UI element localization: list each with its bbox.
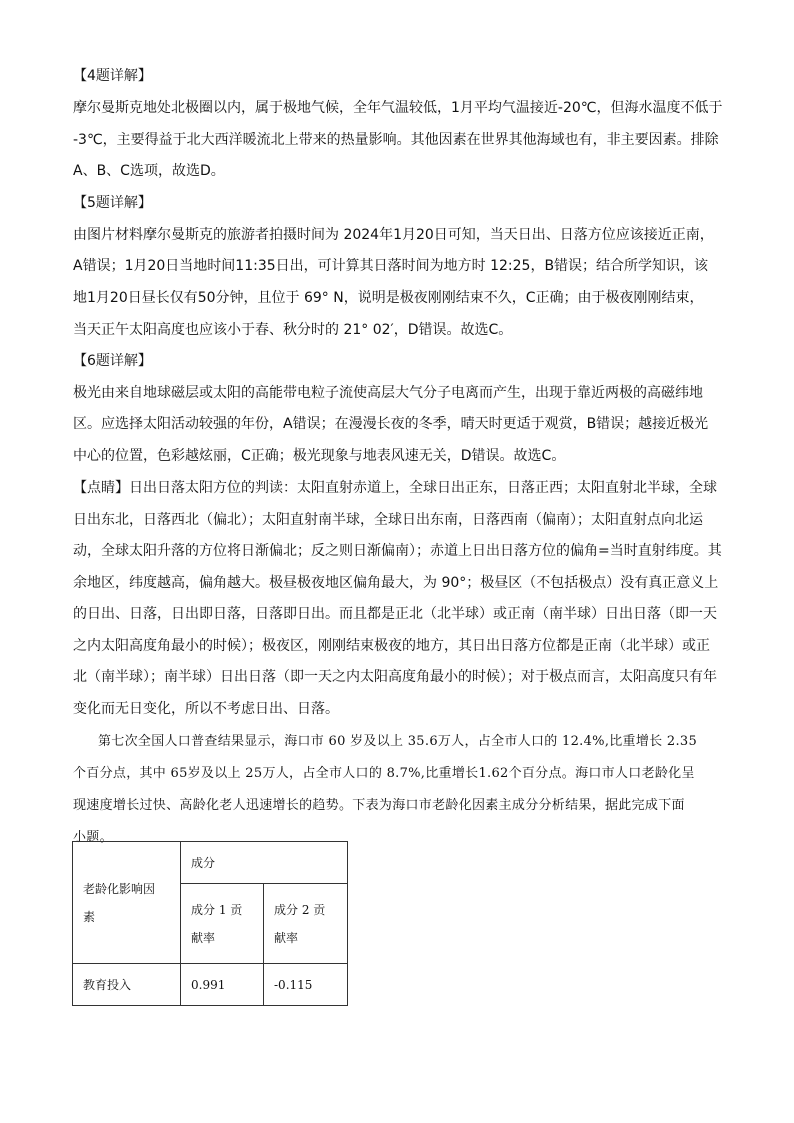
tip-line: 日出东北，日落西北（偏北）；太阳直射南半球，全球日出东南，日落西南（偏南）；太阳直射点向北运 [73,512,703,528]
passage-line: 个百分点，其中 65岁及以上 25万人，占全市人口的 8.7%,比重增长1.62个百分点。海口市人口老龄化呈 [73,766,695,781]
passage-line: 第七次全国人口普查结果显示，海口市 60 岁及以上 35.6万人，占全市人口的 12.4%,比重增长 2.35 [98,734,698,749]
col2-header-text: 成分 2 贡 [274,902,326,917]
factor-cell: 教育投入 [73,964,181,1006]
section-4-line: -3℃，主要得益于北大西洋暖流北上带来的热量影响。其他因素在世界其他海域也有，非主要因素。排除 [73,132,719,148]
tip-line: 动，全球太阳升落的方位将日渐偏北；反之则日渐偏南）；赤道上日出日落方位的偏角=当时直射纬度。其 [73,543,722,559]
col1-header-cell [181,884,264,964]
table-row [73,964,348,1006]
tip-line: 【点睛】日出日落太阳方位的判读：太阳直射赤道上，全球日出正东，日落正西；太阳直射北半球，全球 [73,480,717,496]
section-4-heading: 【4题详解】 [73,68,152,84]
factor-header-text: 老龄化影响因 [83,881,156,896]
col2-header-text: 献率 [274,930,299,945]
section-5-line: A错误；1月20日当地时间11:35日出，可计算其日落时间为地方时 12:25，B错误；结合所学知识，该 [73,258,709,274]
section-6-heading: 【6题详解】 [73,353,152,369]
section-6-line: 中心的位置，色彩越炫丽，C正确；极光现象与地表风速无关，D错误。故选C。 [73,448,566,464]
section-5-line: 地1月20日昼长仅有50分钟，且位于 69° N，说明是极夜刚刚结束不久，C正确；由于极夜刚刚结束， [73,290,704,306]
c1-cell: 0.991 [181,964,264,1006]
col2-header-cell [264,884,348,964]
section-4-line: A、B、C选项，故选D。 [73,163,225,179]
col1-header-text: 成分 1 贡 [191,902,243,917]
section-4-line: 摩尔曼斯克地处北极圈以内，属于极地气候，全年气温较低，1月平均气温接近-20℃，但海水温度不低于 [73,100,723,116]
col1-header-text: 献率 [191,930,216,945]
component-header-cell [181,842,348,884]
c2-cell: -0.115 [264,964,348,1006]
section-5-line: 当天正午太阳高度也应该小于春、秋分时的 21° 02′，D错误。故选C。 [73,322,513,338]
tip-line: 变化而无日变化，所以不考虑日出、日落。 [73,701,339,717]
section-5-line: 由图片材料摩尔曼斯克的旅游者拍摄时间为 2024年1月20日可知，当天日出、日落方位应该接近正南， [73,227,714,243]
aging-factor-table [72,841,348,1006]
passage-line: 小题。 [73,830,113,845]
factor-header-cell [73,842,181,964]
tip-line: 之内太阳高度角最小的时候）；极夜区，刚刚结束极夜的地方，其日出日落方位都是正南（北半球）或正 [73,638,710,654]
tip-line: 余地区，纬度越高，偏角越大。极昼极夜地区偏角最大，为 90°；极昼区（不包括极点）没有真正意义上 [73,575,719,591]
passage-line: 现速度增长过快、高龄化老人迅速增长的趋势。下表为海口市老龄化因素主成分分析结果，据此完成下面 [73,798,685,813]
section-6-line: 区。应选择太阳活动较强的年份，A错误；在漫漫长夜的冬季，晴天时更适于观赏，B错误；越接近极光 [73,416,709,432]
section-6-line: 极光由来自地球磁层或太阳的高能带电粒子流使高层大气分子电离而产生，出现于靠近两极的高磁纬地 [73,385,703,401]
factor-header-text: 素 [83,909,96,924]
section-5-heading: 【5题详解】 [73,195,152,211]
component-header-text: 成分 [191,856,216,870]
tip-line: 北（南半球）；南半球）日出日落（即一天之内太阳高度角最小的时候）；对于极点而言，太阳高度只有年 [73,669,717,685]
tip-line: 的日出、日落，日出即日落，日落即日出。而且都是正北（北半球）或正南（南半球）日出日落（即一天 [73,606,717,622]
